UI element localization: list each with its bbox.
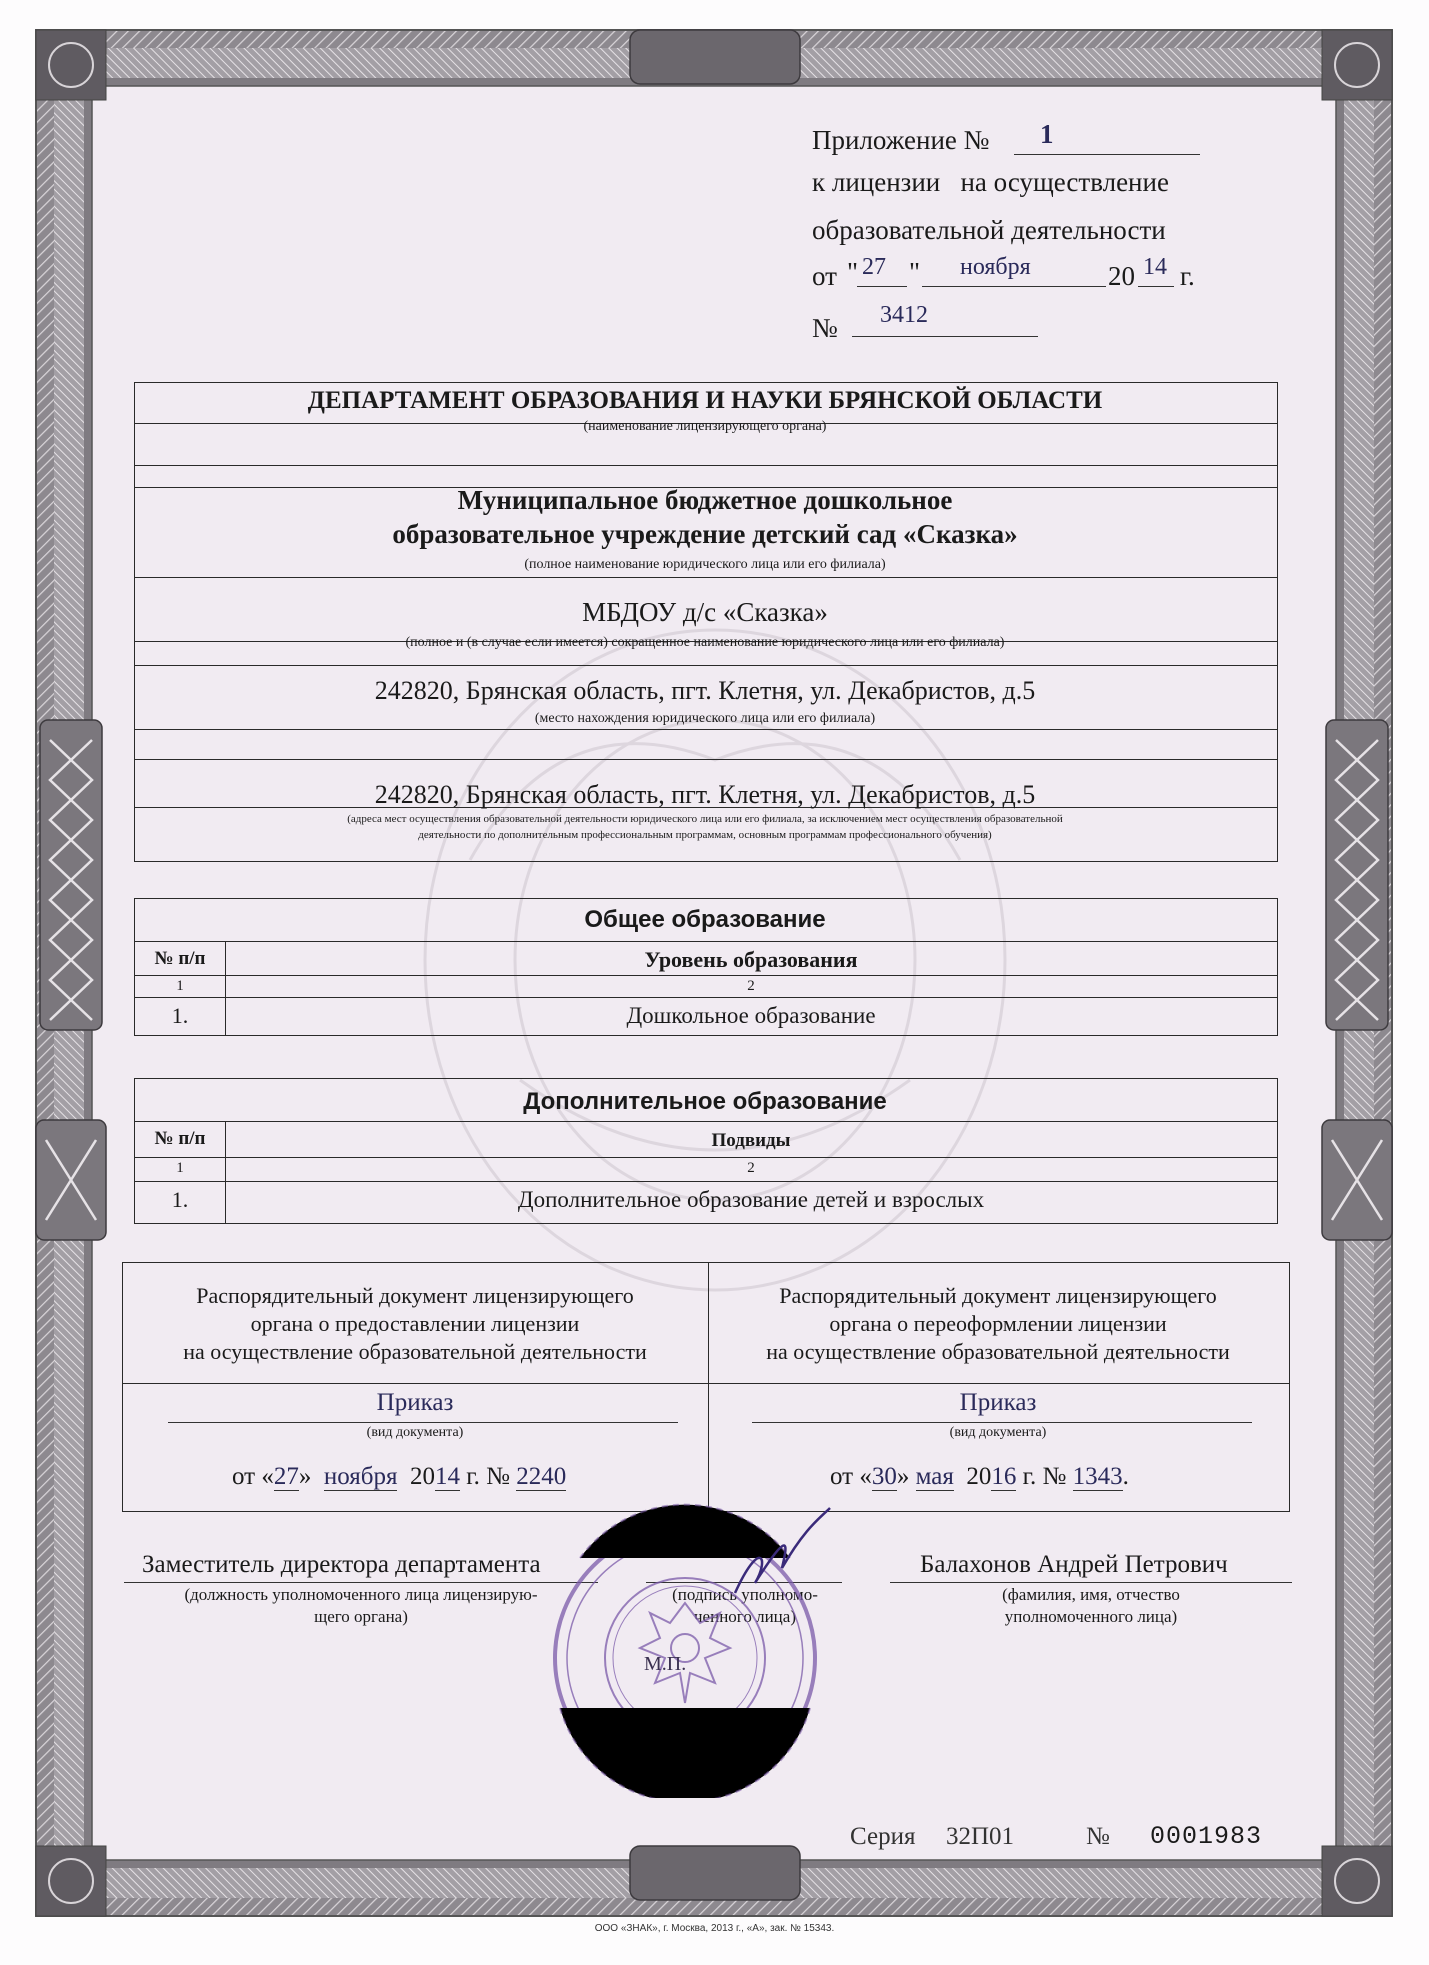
licensing-body-caption: (наименование лицензирующего органа) bbox=[583, 419, 827, 434]
additional-col1-header: № п/п bbox=[154, 1128, 206, 1149]
left-order-month: ноября bbox=[323, 1463, 398, 1490]
general-col1-index: 1 bbox=[176, 978, 184, 994]
short-name: МБДОУ д/с «Сказка» bbox=[582, 597, 828, 627]
appendix-line2: к лицензии на осуществление bbox=[812, 167, 1169, 197]
additional-col2-header: Подвиды bbox=[711, 1130, 791, 1151]
additional-col1-index: 1 bbox=[176, 1160, 184, 1176]
left-order-line3: на осуществление образовательной деятельности bbox=[183, 1339, 647, 1364]
signer-position-caption-1: (должность уполномоченного лица лицензирую- bbox=[184, 1585, 538, 1604]
appendix-close-quote: " bbox=[909, 257, 921, 287]
location: 242820, Брянская область, пгт. Клетня, ул. Декабристов, д.5 bbox=[374, 676, 1036, 705]
general-col2-header: Уровень образования bbox=[644, 947, 858, 972]
right-order-doc-type: Приказ bbox=[959, 1389, 1037, 1416]
series-label: Серия bbox=[850, 1823, 916, 1850]
right-order-year-prefix: 20 bbox=[966, 1463, 992, 1490]
printer-footer: ООО «ЗНАК», г. Москва, 2013 г., «А», зак. № 15343. bbox=[594, 1923, 835, 1934]
appendix-date-prefix: от bbox=[812, 261, 837, 291]
left-order-doc-type-caption: (вид документа) bbox=[366, 1425, 464, 1440]
right-order-date-line bbox=[830, 1462, 1129, 1492]
left-order-doc-type: Приказ bbox=[376, 1389, 454, 1416]
full-name-caption: (полное наименование юридического лица или его филиала) bbox=[524, 557, 886, 572]
series-value: 32П01 bbox=[946, 1823, 1015, 1850]
activity-address-caption-2: деятельности по дополнительным профессиональным программам, основным программам профессионального обучения) bbox=[418, 829, 992, 841]
right-order-doc-type-caption: (вид документа) bbox=[949, 1425, 1047, 1440]
signer-name-caption-2: уполномоченного лица) bbox=[1004, 1607, 1178, 1626]
appendix-year-suffix: 14 bbox=[1143, 254, 1167, 280]
general-col2-index: 2 bbox=[747, 978, 755, 994]
general-col1-header: № п/п bbox=[154, 948, 206, 969]
series-number: 0001983 bbox=[1150, 1822, 1263, 1851]
license-number: 3412 bbox=[880, 302, 928, 328]
right-order-year-unit: г. № bbox=[1022, 1463, 1067, 1490]
series-num-label: № bbox=[1086, 1823, 1110, 1850]
appendix-month: ноября bbox=[960, 254, 1031, 280]
signer-name: Балахонов Андрей Петрович bbox=[920, 1551, 1228, 1578]
right-order-number: 1343 bbox=[1072, 1463, 1123, 1490]
activity-address-caption-1: (адреса мест осуществления образовательной деятельности юридического лица или его филиала, за исключением мест осуществления образовательной bbox=[347, 813, 1063, 825]
short-name-caption: (полное и (в случае если имеется) сокращенное наименование юридического лица или его филиала) bbox=[405, 635, 1005, 650]
left-order-mid: » bbox=[298, 1463, 312, 1490]
official-stamp bbox=[520, 1498, 860, 1798]
left-order-year-prefix: 20 bbox=[409, 1463, 435, 1490]
appendix-line3: образовательной деятельности bbox=[812, 215, 1166, 245]
signer-position: Заместитель директора департамента bbox=[142, 1551, 541, 1578]
left-order-year-unit: г. № bbox=[466, 1463, 511, 1490]
activity-address: 242820, Брянская область, пгт. Клетня, ул. Декабристов, д.5 bbox=[374, 780, 1036, 809]
appendix-label: Приложение № bbox=[812, 125, 990, 155]
licensing-body: ДЕПАРТАМЕНТ ОБРАЗОВАНИЯ И НАУКИ БРЯНСКОЙ ОБЛАСТИ bbox=[307, 387, 1103, 414]
stamp-place: М.П. bbox=[644, 1653, 687, 1675]
appendix-day: 27 bbox=[862, 254, 886, 280]
right-order-dot: . bbox=[1122, 1463, 1129, 1490]
appendix-number: 1 bbox=[1040, 119, 1054, 149]
right-order-day: 30 bbox=[871, 1463, 897, 1490]
additional-col2-index: 2 bbox=[747, 1160, 755, 1176]
signer-position-caption-2: щего органа) bbox=[314, 1607, 408, 1626]
right-order-line3: на осуществление образовательной деятельности bbox=[766, 1339, 1230, 1364]
left-order-day: 27 bbox=[273, 1463, 299, 1490]
additional-row-num: 1. bbox=[171, 1187, 189, 1212]
full-name-line2: образовательное учреждение детский сад «Сказка» bbox=[392, 519, 1018, 549]
appendix-open-quote: " bbox=[847, 257, 859, 287]
general-row-value: Дошкольное образование bbox=[626, 1003, 876, 1028]
left-order-year-suffix: 14 bbox=[434, 1463, 460, 1490]
left-order-date-line bbox=[232, 1462, 566, 1492]
right-order-month: мая bbox=[915, 1463, 954, 1490]
sign-caption-1: (подпись уполномо- bbox=[672, 1585, 818, 1604]
general-row-num: 1. bbox=[171, 1003, 189, 1028]
location-caption: (место нахождения юридического лица или его филиала) bbox=[534, 711, 876, 726]
left-order-prefix: от « bbox=[232, 1463, 274, 1490]
right-order-line1: Распорядительный документ лицензирующего bbox=[779, 1283, 1217, 1308]
appendix-num-label: № bbox=[812, 313, 838, 343]
full-name-line1: Муниципальное бюджетное дошкольное bbox=[457, 485, 953, 515]
right-order-mid: » bbox=[896, 1463, 910, 1490]
left-order-line1: Распорядительный документ лицензирующего bbox=[196, 1283, 634, 1308]
additional-row-value: Дополнительное образование детей и взрослых bbox=[517, 1187, 985, 1212]
left-order-number: 2240 bbox=[516, 1463, 567, 1490]
appendix-year-prefix: 20 bbox=[1108, 261, 1135, 291]
right-order-prefix: от « bbox=[830, 1463, 872, 1490]
sign-caption-2: ченного лица) bbox=[694, 1607, 796, 1626]
left-order-line2: органа о предоставлении лицензии bbox=[250, 1311, 580, 1336]
signer-name-caption-1: (фамилия, имя, отчество bbox=[1002, 1585, 1180, 1604]
right-order-year-suffix: 16 bbox=[991, 1463, 1017, 1490]
right-order-line2: органа о переоформлении лицензии bbox=[829, 1311, 1167, 1336]
general-education-title: Общее образование bbox=[584, 906, 826, 933]
appendix-year-unit: г. bbox=[1180, 261, 1195, 291]
additional-education-title: Дополнительное образование bbox=[523, 1088, 887, 1115]
